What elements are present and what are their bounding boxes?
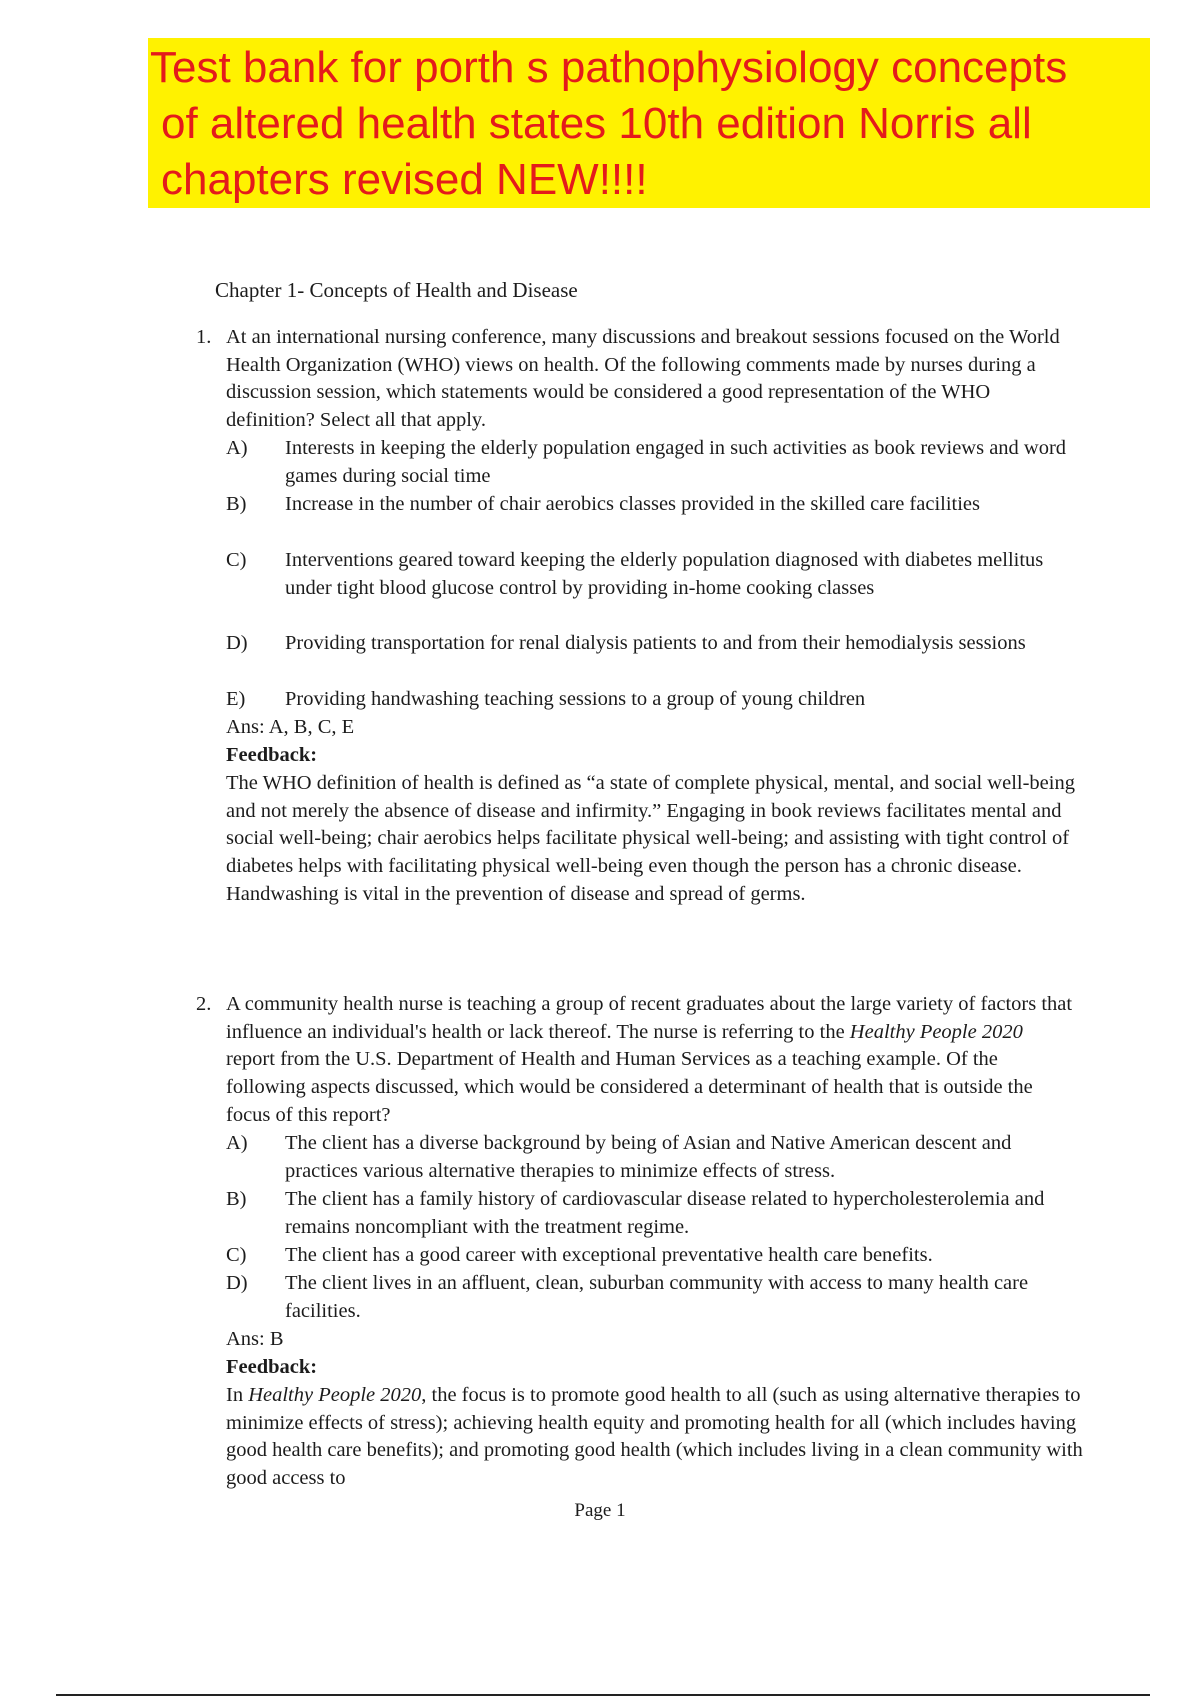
question-2-feedback: In Healthy People 2020, the focus is to promote good health to all (such as using alternative therapies to minimize effects of stress); achieving health equity and promoting health for all (which includes having good health care benefits); and promoting good health (which includes living in a clean community with good access to <box>226 1384 1083 1490</box>
option-letter: B) <box>226 493 247 515</box>
option-text: The client has a family history of cardiovascular disease related to hypercholesterolemia and remains noncompliant with the treatment regime. <box>285 1188 1045 1238</box>
option-text: The client has a good career with exceptional preventative health care benefits. <box>285 1244 933 1266</box>
question-1-answer: Ans: A, B, C, E <box>226 716 355 738</box>
bottom-divider <box>56 1694 1150 1696</box>
question-1-number: 1. <box>196 326 212 348</box>
option-letter: B) <box>226 1188 247 1210</box>
option-text: The client has a diverse background by being of Asian and Native American descent and practices various alternative therapies to minimize effects of stress. <box>285 1132 1012 1182</box>
option-text: Interventions geared toward keeping the elderly population diagnosed with diabetes mellitus under tight blood glucose control by providing in-home cooking classes <box>285 549 1044 599</box>
question-1-feedback: The WHO definition of health is defined as “a state of complete physical, mental, and social well-being and not merely the absence of disease and infirmity.” Engaging in book reviews facilitates mental and social well-being; chair aerobics helps facilitate physical well-being; and assisting with tight control of diabetes helps with facilitating physical well-being even though the person has a chronic disease. Handwashing is vital in the prevention of disease and spread of germs. <box>226 772 1075 905</box>
report-title: Healthy People 2020 <box>849 1020 1023 1043</box>
report-title: Healthy People 2020 <box>248 1384 422 1406</box>
option-letter: C) <box>226 549 247 571</box>
option-letter: D) <box>226 632 248 654</box>
option-text: Providing handwashing teaching sessions to a group of young children <box>285 688 866 710</box>
banner-title-line-2: of altered health states 10th edition Norris all <box>161 99 1032 148</box>
question-2-stem: A community health nurse is teaching a group of recent graduates about the large variety of factors that influence an individual's health or lack thereof. The nurse is referring to the Healthy People 2020 report from the U.S. Department of Health and Human Services as a teaching example. Of the following aspects discussed, which would be considered a determinant of health that is outside the focus of this report? <box>226 993 1073 1126</box>
banner-title-line-1: Test bank for porth s pathophysiology concepts <box>150 43 1068 92</box>
question-2-answer: Ans: B <box>226 1328 284 1350</box>
option-text: Providing transportation for renal dialysis patients to and from their hemodialysis sessions <box>285 632 1026 654</box>
option-letter: C) <box>226 1244 247 1266</box>
option-text: Increase in the number of chair aerobics classes provided in the skilled care facilities <box>285 493 981 515</box>
option-letter: A) <box>226 1132 248 1154</box>
option-letter: A) <box>226 437 248 459</box>
question-2-feedback-label: Feedback: <box>226 1356 318 1378</box>
chapter-title: Chapter 1- Concepts of Health and Disease <box>215 278 578 302</box>
option-text: The client lives in an affluent, clean, suburban community with access to many health care facilities. <box>285 1272 1029 1322</box>
page-number: Page 1 <box>574 1500 626 1521</box>
option-text: Interests in keeping the elderly population engaged in such activities as book reviews and word games during social time <box>285 437 1067 487</box>
banner-title-line-3: chapters revised NEW!!!! <box>161 155 648 204</box>
question-2-number: 2. <box>196 993 212 1015</box>
option-letter: E) <box>226 688 246 710</box>
question-1-feedback-label: Feedback: <box>226 744 318 766</box>
question-1-stem: At an international nursing conference, many discussions and breakout sessions focused on the World Health Organization (WHO) views on health. Of the following comments made by nurses during a discussion session, which statements would be considered a good representation of the WHO definition? Select all that apply. <box>226 326 1060 432</box>
option-letter: D) <box>226 1272 248 1294</box>
